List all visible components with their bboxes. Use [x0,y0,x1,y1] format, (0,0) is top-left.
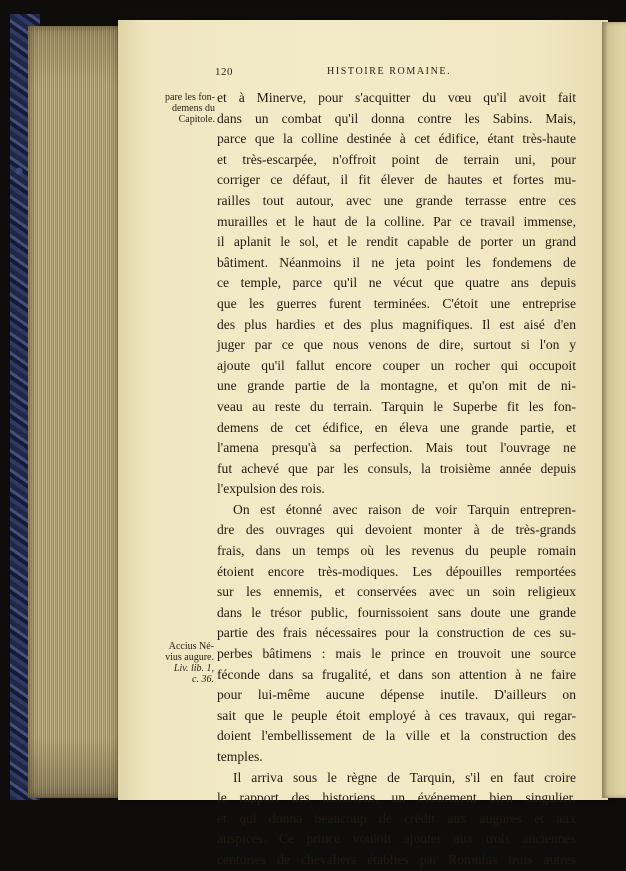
text-line: auspices. Ce prince vouloit ajouter aux trois anciennes [217,831,576,847]
text-line: doient l'embellissement de la ville et la construction des [217,728,576,744]
text-line: il aplanit le sol, et le rendit capable de porter un grand [217,234,576,250]
margin-note-line: pare les fon- [165,92,215,103]
margin-note-line: Capitole. [178,114,215,125]
text-line: murailles et le haut de la colline. Par ce travail immense, [217,213,576,229]
text-line: frais, dans un temps où les revenus du peuple romain [217,543,576,559]
text-line: des plus hardies et des plus magnifiques. Il est aisé d'en [217,316,576,332]
text-line: juger par ce que nous venons de dire, surtout si l'on y [217,337,576,353]
text-line: dans le trésor public, fournissoient sans doute une grande [217,604,576,620]
page-edges [28,26,124,798]
margin-note-line: demens du [171,103,215,114]
text-line: bâtiment. Néanmoins il ne jeta point les fondemens de [217,254,576,270]
margin-note-line: Accius Né- [168,641,214,652]
text-line: On est étonné avec raison de voir Tarquin entrepren- [233,501,576,517]
text-line: étoient encore très-modiques. Les dépouilles remportées [217,563,576,579]
text-line: ajoute qu'il fallut encore couper un rocher qui occupoit [217,357,576,373]
text-line: l'amena presqu'à sa perfection. Mais tout l'ouvrage ne [217,440,576,456]
page-header [215,66,575,82]
margin-note-line: c. 36. [192,674,214,685]
text-line: dans un combat qu'il donna contre les Sabins. Mais, [217,110,576,126]
text-line: l'expulsion des rois. [217,481,325,497]
text-line: pour lui-même aucune dépense inutile. D'ailleurs on [217,687,576,703]
text-line: le rapport des historiens, un événement bien singulier, [217,790,576,806]
text-line: centuries de chevaliers établies par Romulus trois autres [217,851,576,867]
text-line: parce que la colline destinée à cet édifice, étant très-haute [217,131,576,147]
text-line: et à Minerve, pour s'acquitter du vœu qu'il avoit fait [217,90,576,105]
text-line: temples. [217,749,263,764]
text-line: ce temple, parce qu'il ne vécut que quatre ans depuis [217,275,576,291]
text-line: que les guerres furent terminées. C'étoit une entreprise [217,295,576,311]
facing-page-edge [602,22,626,798]
text-line: féconde dans sa frugalité, et dans son attention à ne faire [217,666,576,682]
margin-note-line: Liv. lib. 1, [173,663,214,674]
running-title: HISTOIRE ROMAINE. [327,66,452,77]
text-line: une grande partie de la montagne, et qu'on mit de ni- [217,378,576,394]
text-line: demens de cet édifice, en éleva une grande partie, et [217,419,576,435]
text-line: sait que le peuple étoit employé à ces travaux, qui regar- [217,707,576,723]
page-number: 120 [215,66,233,78]
text-line: Il arriva sous le règne de Tarquin, s'il en faut croire [233,769,576,785]
text-line: dre des ouvrages qui devoient monter à de très-grands [217,522,576,538]
text-line: veau au reste du terrain. Tarquin le Superbe fit les fon- [217,398,576,414]
text-line: perbes bâtimens : mais le prince en trouvoit une source [217,646,576,662]
text-line: fut achevé que par les consuls, la troisième année depuis [217,460,576,476]
body-text [217,88,576,871]
margin-note-line: vius augure. [165,652,214,663]
margin-note-accius [156,641,214,685]
text-line: railles tout autour, avec une grande terrasse entre ces [217,192,576,208]
text-line: et très-escarpée, n'offroit point de terrain uni, pour [217,151,576,167]
text-line: partie des frais nécessaires pour la construction de ces su- [217,625,576,641]
text-line: sur les ennemis, et conservées avec un soin religieux [217,584,576,600]
text-line: et qui donna beaucoup de crédit aux augures et aux [217,810,576,826]
text-line: corriger ce défaut, il fit élever de hautes et fortes mu- [217,172,576,188]
margin-note-capitole [155,92,215,125]
